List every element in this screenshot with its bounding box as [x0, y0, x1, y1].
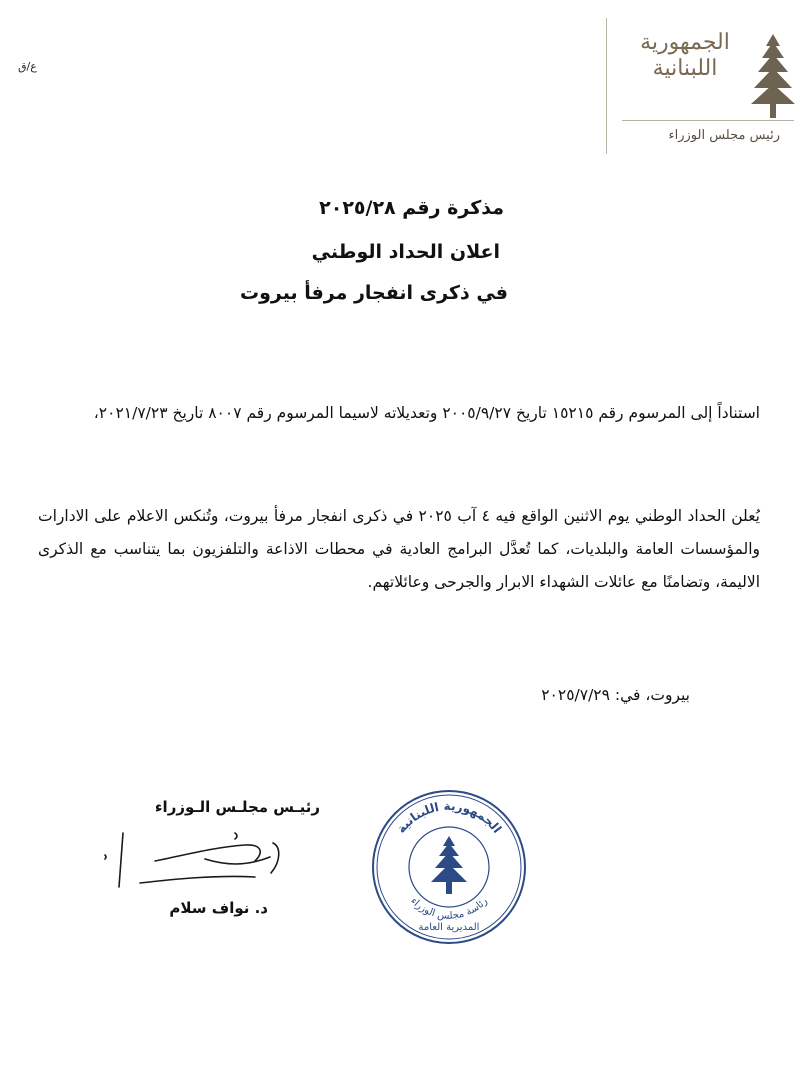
seal-cedar-icon — [431, 836, 467, 894]
letterhead-rule — [622, 120, 794, 121]
seal-outer-text: الجمهورية اللبنانية — [393, 798, 505, 836]
seal-inner-text: رئاسة مجلس الوزراء — [408, 895, 490, 922]
cedar-tree-icon — [750, 32, 796, 122]
official-seal-stamp — [370, 788, 528, 946]
seal-bottom-text: المديرية العامة — [418, 922, 480, 933]
signatory-name: د. نواف سلام — [169, 899, 268, 917]
svg-text:الجمهورية اللبنانية — [394, 799, 504, 836]
memo-subtitle: في ذكرى انفجار مرفأ بيروت — [239, 282, 508, 304]
svg-text:رئاسة مجلس الوزراء — [408, 896, 490, 922]
handwritten-signature — [95, 825, 295, 900]
memo-title: اعلان الحداد الوطني — [311, 241, 500, 263]
memo-number: مذكرة رقم ٢٠٢٥/٢٨ — [319, 197, 504, 219]
letterhead-divider — [606, 18, 607, 154]
signatory-title: رئيـس مجلـس الـوزراء — [154, 798, 320, 816]
body-paragraph-legal-basis: استناداً إلى المرسوم رقم ١٥٢١٥ تاريخ ٢٠٠٥/٩/٢٧ وتعديلاته لاسيما المرسوم رقم ٨٠٠٧ تاريخ ٢٠٢١/٧/٢٣، — [93, 404, 760, 422]
republic-emblem-text: الجمهورية اللبنانية — [640, 30, 730, 81]
reference-code: ع/ق — [18, 60, 37, 73]
place-and-date: بيروت، في: ٢٠٢٥/٧/٢٩ — [541, 686, 690, 704]
office-name: رئيس مجلس الوزراء — [668, 128, 780, 143]
letterhead — [600, 18, 800, 158]
body-paragraph-declaration: يُعلن الحداد الوطني يوم الاثنين الواقع فيه ٤ آب ٢٠٢٥ في ذكرى انفجار مرفأ بيروت، وتُنكس الاعلام على الادارات والمؤسسات العامة والبلديات، كما تُعدَّل البرامج العادية في محطات الاذاعة والتلفزيون بما يتناسب مع الذكرى الاليمة، وتضامنًا مع عائلات الشهداء الابرار والجرحى وعائلاتهم. — [38, 507, 760, 591]
